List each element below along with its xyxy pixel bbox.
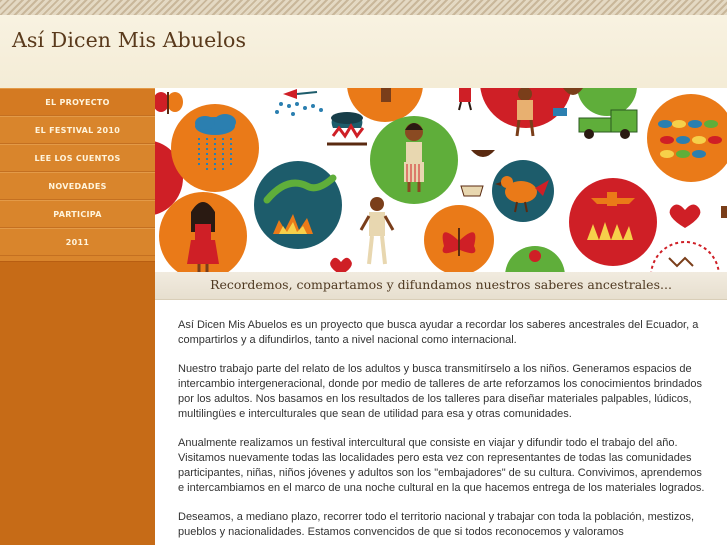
small-figure-icon	[459, 88, 471, 110]
teal-circle	[254, 161, 342, 249]
tagline-bar	[155, 272, 727, 300]
content-paragraph: Deseamos, a mediano plazo, recorrer todo el territorio nacional y trabajar con toda la población, mestizos, pueblos y nacionalidades. Estamos convencidos de que si todos reconocemos y valoramos	[178, 511, 695, 539]
butterfly-icon	[155, 92, 183, 114]
nav-item-novedades[interactable]: NOVEDADES	[0, 172, 155, 200]
hero-banner	[155, 88, 727, 272]
tagline: Recordemos, compartamos y difundamos nuestros saberes ancestrales...	[210, 277, 672, 292]
nav-item-2011[interactable]: 2011	[0, 228, 155, 256]
nav-item-lee-los-cuentos[interactable]: LEE LOS CUENTOS	[0, 144, 155, 172]
site-title[interactable]: Así Dicen Mis Abuelos	[12, 28, 247, 52]
main-nav	[0, 88, 155, 262]
decorative-top-stripe	[0, 0, 727, 15]
decorative-shape	[721, 206, 727, 218]
bowl-icon	[461, 150, 495, 196]
nav-item-el-proyecto[interactable]: EL PROYECTO	[0, 88, 155, 116]
child-figure-icon	[404, 123, 424, 192]
content-paragraph: Nuestro trabajo parte del relato de los adultos y busca transmitírselo a los niños. Generamos espacios de intercambio intergeneracional, donde por medio de talleres de arte reforzamos los conocimientos brindados por los adultos. Nos basamos en los resultados de los talleres para diseñar materiales palpables, lúdicos, multilingües e interculturales que sean de utilidad para esa y otras comunidades.	[178, 363, 703, 420]
main-content	[178, 318, 708, 555]
red-circle	[569, 178, 657, 266]
fish-icon	[275, 89, 323, 116]
nav-item-el-festival-2010[interactable]: EL FESTIVAL 2010	[0, 116, 155, 144]
nav-item-participa[interactable]: PARTICIPA	[0, 200, 155, 228]
small-figure-icon	[381, 88, 391, 102]
content-paragraph: Anualmente realizamos un festival intercultural que consiste en viajar y difundir todo el trabajo del año. Visitamos nuevamente todas las localidades pero esta vez con representantes de todas las comunidades participantes, niñas, niños jóvenes y adultos son los "embajadores" de su cultura. Convivimos, aprendemos e intercambiamos en el marco de una noche cultural en la que hacemos entrega de los materiales logrados.	[178, 437, 705, 494]
pot-over-fire-icon	[327, 112, 367, 144]
boy-figure-icon	[361, 197, 393, 264]
woman-figure-icon	[517, 88, 533, 136]
ball-icon	[529, 250, 541, 262]
site-header	[0, 15, 727, 89]
content-paragraph: Así Dicen Mis Abuelos es un proyecto que busca ayudar a recordar los saberes ancestrales del Ecuador, a compartirlos y a difundirlos, tanto a nivel nacional como internacional.	[178, 319, 699, 346]
heart-icon	[670, 204, 701, 228]
banner-illustration	[155, 88, 727, 272]
heart-icon	[330, 258, 352, 272]
